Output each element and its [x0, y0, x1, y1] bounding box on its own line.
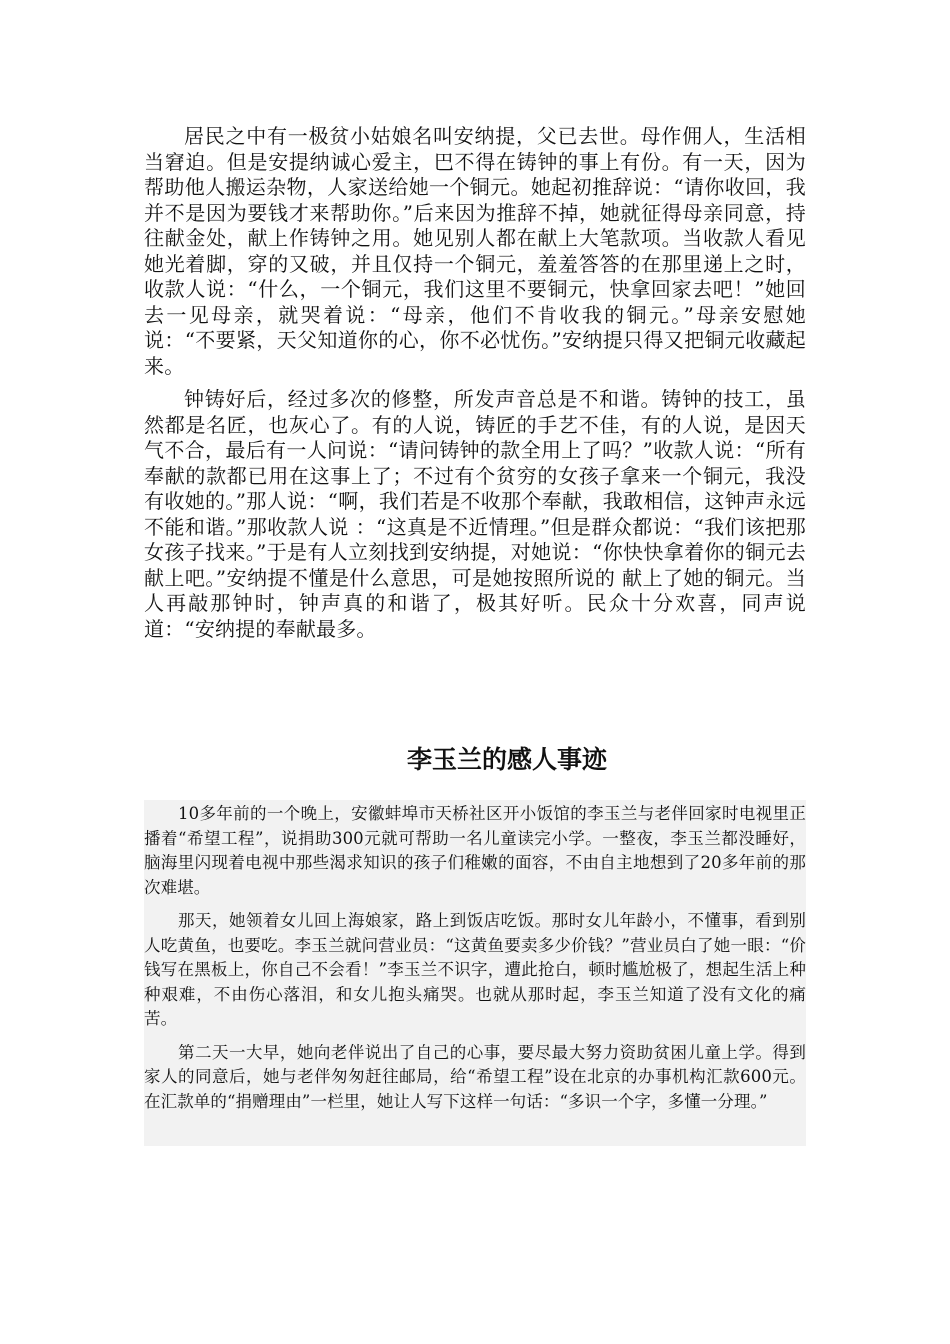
story-paragraph-1: 居民之中有一极贫小姑娘名叫安纳提，父已去世。母作佣人，生活相当窘迫。但是安提纳诚心爱主，巴不得在铸钟的事上有份。有一天，因为帮助他人搬运杂物，人家送给她一个铜元。她起初推辞说：“请你收回，我并不是因为要钱才来帮助你。”后来因为推辞不掉，她就征得母亲同意，持往献金处，献上作铸钟之用。她见别人都在献上大笔款项。当收款人看见她光着脚，穿的又破，并且仅持一个铜元，羞羞答答的在那里递上之时，收款人说：“什么，一个铜元，我们这里不要铜元，快拿回家去吧！”她回去一见母亲，就哭着说：“母亲，他们不肯收我的铜元。”母亲安慰她说：“不要紧，天父知道你的心，你不必忧伤。”安纳提只得又把铜元收藏起来。 [144, 124, 806, 378]
section-paragraph-2: 那天，她领着女儿回上海娘家，路上到饭店吃饭。那时女儿年龄小，不懂事，看到别人吃黄鱼，也要吃。李玉兰就问营业员：“这黄鱼要卖多少价钱？”营业员白了她一眼：“价钱写在黑板上，你自己不会看！”李玉兰不识字，遭此抢白，顿时尴尬极了，想起生活上种种艰难，不由伤心落泪，和女儿抱头痛哭。也就从那时起，李玉兰知道了没有文化的痛苦。 [144, 911, 806, 1028]
section-paragraph-1: 10多年前的一个晚上，安徽蚌埠市天桥社区开小饭馆的李玉兰与老伴回家时电视里正播着“希望工程”，说捐助300元就可帮助一名儿童读完小学。一整夜，李玉兰都没睡好，脑海里闪现着电视中那些渴求知识的孩子们稚嫩的面容，不由自主地想到了20多年前的那次难堪。 [144, 804, 806, 897]
shaded-section [144, 800, 806, 1146]
section-paragraph-3: 第二天一大早，她向老伴说出了自己的心事，要尽最大努力资助贫困儿童上学。得到家人的同意后，她与老伴匆匆赶往邮局，给“希望工程”设在北京的办事机构汇款600元。在汇款单的“捐赠理由”一栏里，她让人写下这样一句话：“多识一个字，多懂一分理。” [144, 1042, 806, 1111]
story-paragraph-2: 钟铸好后，经过多次的修整，所发声音总是不和谐。铸钟的技工，虽然都是名匠，也灰心了。有的人说，铸匠的手艺不佳，有的人说，是因天气不合，最后有一人问说：“请问铸钟的款全用上了吗？”收款人说：“所有奉献的款都已用在这事上了；不过有个贫穷的女孩子拿来一个铜元，我没有收她的。”那人说：“啊，我们若是不收那个奉献，我敢相信，这钟声永远不能和谐。”那收款人说 ：“这真是不近情理。”但是群众都说：“我们该把那女孩子找来。”于是有人立刻找到安纳提，对她说：“你快快拿着你的铜元去献上吧。”安纳提不懂是什么意思，可是她按照所说的 献上了她的铜元。当人再敲那钟时，钟声真的和谐了，极其好听。民众十分欢喜，同声说道：“安纳提的奉献最多。 [144, 387, 806, 641]
section-heading: 李玉兰的感人事迹 [406, 745, 607, 774]
story-body [144, 124, 806, 642]
